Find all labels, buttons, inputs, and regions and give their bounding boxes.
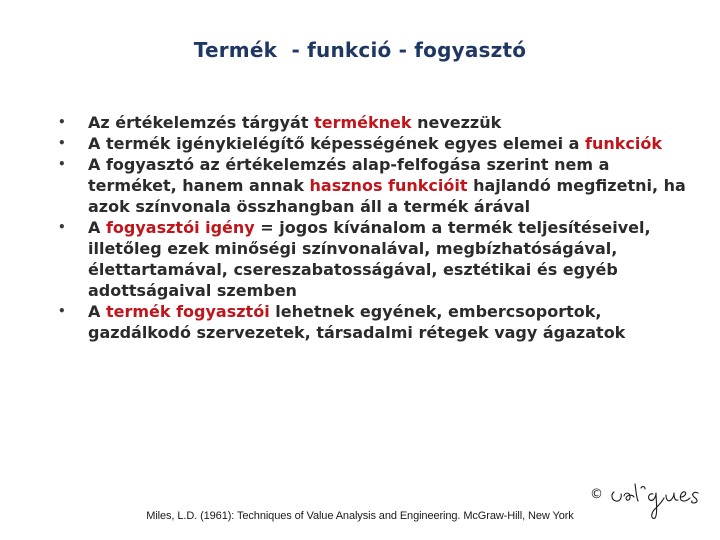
bullet-text xyxy=(88,113,501,132)
highlight-text: fogyasztói igény xyxy=(105,218,255,237)
bullet-text-part: nevezzük xyxy=(411,113,502,132)
highlight-text: hasznos funkcióit xyxy=(309,176,468,195)
bullet-item-5 xyxy=(58,301,690,343)
bullet-item-4 xyxy=(58,217,690,301)
bullet-text-part: lehetnek egyének, embercsoportok, gazdálkodó szervezetek, társadalmi rétegek vagy ágazatok xyxy=(88,302,626,342)
highlight-text: funkciók xyxy=(584,134,662,153)
copyright-symbol: © xyxy=(590,487,603,502)
bullet-marker: • xyxy=(58,136,66,150)
bullet-text-part: A fogyasztó az értékelemzés alap-felfogása szerint nem a terméket, hanem annak xyxy=(88,155,610,195)
highlight-text: termék fogyasztói xyxy=(105,302,270,321)
bullet-marker: • xyxy=(58,304,66,318)
bullet-list xyxy=(58,112,690,343)
highlight-text: terméknek xyxy=(314,113,412,132)
bullet-marker: • xyxy=(58,157,66,171)
bullet-text-part: A xyxy=(88,218,106,237)
bullet-text xyxy=(88,302,625,342)
bullet-marker: • xyxy=(58,115,66,129)
bullet-item-1 xyxy=(58,112,690,133)
bullet-item-3 xyxy=(58,154,690,217)
bullet-text xyxy=(88,134,662,153)
bullet-marker: • xyxy=(58,220,66,234)
bullet-item-2 xyxy=(58,133,690,154)
bullet-text xyxy=(88,155,686,216)
bullet-text xyxy=(88,218,651,300)
bullet-text-part: A termék igénykielégítő képességének egyes elemei a xyxy=(88,134,585,153)
slide-title: Termék - funkció - fogyasztó xyxy=(193,38,527,62)
bullet-text-part: Az értékelemzés tárgyát xyxy=(88,113,315,132)
bullet-text-part: hajlandó megfizetni, ha azok színvonala összhangban áll a termék árával xyxy=(88,176,686,216)
source-citation: Miles, L.D. (1961): Techniques of Value Analysis and Engineering. McGraw-Hill, New York xyxy=(146,510,574,522)
bullet-text-part: A xyxy=(88,302,106,321)
bullet-text-part: = jogos kívánalom a termék teljesítéseivel, illetőleg ezek minőségi színvonalával, megbízhatóságával, élettartamával, csereszabatosságával, esztétikai és egyéb adottságaival szemben xyxy=(88,218,651,300)
